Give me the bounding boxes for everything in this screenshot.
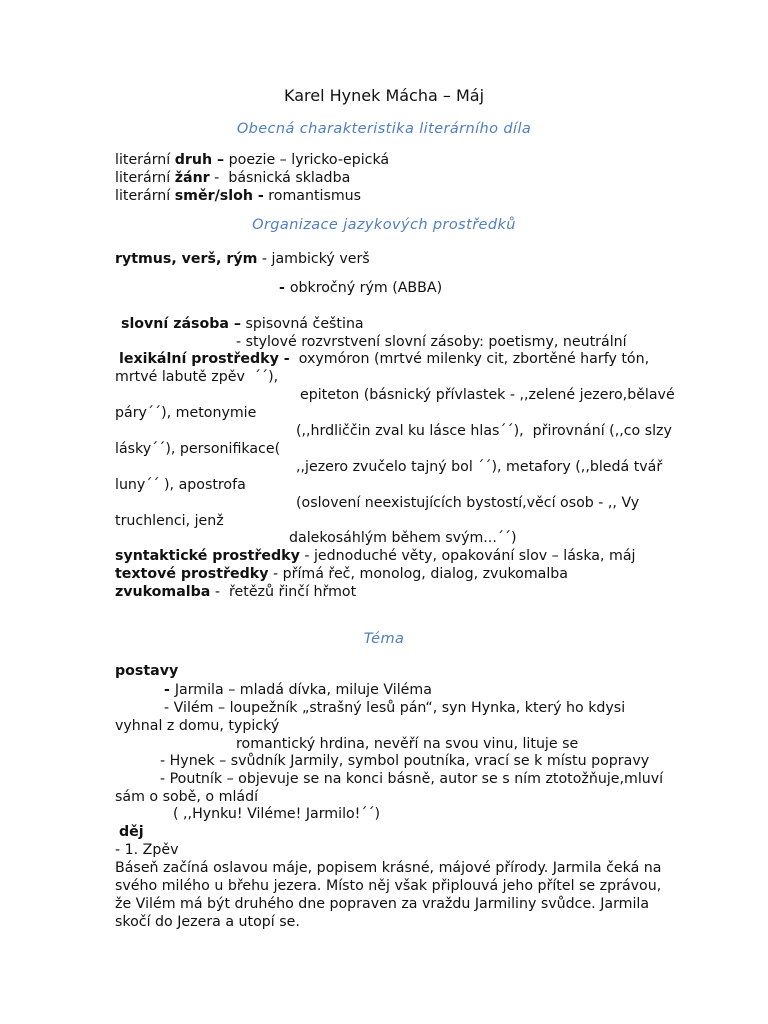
label: literární bbox=[115, 188, 175, 204]
line-lex-4: páry´´), metonymie bbox=[115, 405, 257, 421]
term: zvukomalba bbox=[115, 584, 211, 600]
line-vilem: - Vilém – loupežník „strašný lesů pán“, syn Hynka, který ho kdysi bbox=[164, 700, 626, 716]
value: - jambický verš bbox=[257, 251, 370, 267]
paragraph-line-2: svého milého u břehu jezera. Místo něj však připlouvá jeho přítel se zprávou, bbox=[115, 878, 662, 894]
document-title: Karel Hynek Mácha – Máj bbox=[283, 86, 485, 105]
line-zasoba bbox=[121, 315, 364, 333]
paragraph-line-4: skočí do Jezera a utopí se. bbox=[115, 914, 300, 930]
line-lexikalni bbox=[119, 350, 649, 368]
value: obkročný rým (ABBA) bbox=[289, 280, 443, 296]
line-vilem-3: romantický hrdina, nevěří na svou vinu, lituje se bbox=[236, 736, 579, 752]
line-lex-3: epiteton (básnický přívlastek - ,,zelené jezero,bělavé bbox=[300, 387, 675, 403]
dash: - bbox=[164, 682, 175, 698]
label: literární bbox=[115, 170, 175, 186]
line-lex-11: dalekosáhlým během svým...´´) bbox=[289, 530, 517, 546]
line-rytmus bbox=[115, 250, 370, 268]
line-druh bbox=[115, 151, 389, 169]
line-poutnik: - Poutník – objevuje se na konci básně, autor se s ním ztotožňuje,mluví bbox=[160, 771, 664, 787]
line-zpev: - 1. Zpěv bbox=[115, 842, 179, 858]
term: rytmus, verš, rým bbox=[115, 251, 258, 267]
value: - jednoduché věty, opakování slov – láska, máj bbox=[299, 548, 636, 564]
term: lexikální prostředky - bbox=[119, 351, 290, 367]
line-lex-5: (,,hrdliččin zval ku lásce hlas´´), přirovnání (,,co slzy bbox=[296, 423, 672, 439]
line-poutnik-2: sám o sobě, o mládí bbox=[115, 789, 259, 805]
line-lex-6: lásky´´), personifikace( bbox=[115, 441, 281, 457]
term: slovní zásoba – bbox=[121, 316, 241, 332]
dash: - bbox=[279, 280, 290, 296]
term: postavy bbox=[115, 663, 179, 679]
section-heading-general: Obecná charakteristika literárního díla bbox=[236, 121, 532, 137]
line-jarmila bbox=[164, 681, 432, 699]
label-bold: druh – bbox=[174, 152, 225, 168]
line-lex-9: (oslovení neexistujících bystostí,věcí osob - ,, Vy bbox=[296, 495, 640, 511]
line-zvukomalba bbox=[115, 583, 356, 601]
line-hynek: - Hynek – svůdník Jarmily, symbol poutníka, vrací se k místu popravy bbox=[160, 753, 650, 769]
term: syntaktické prostředky bbox=[115, 548, 300, 564]
term: textové prostředky bbox=[115, 566, 269, 582]
label-bold: směr/sloh - bbox=[174, 188, 264, 204]
line-lex-2: mrtvé labutě zpěv ´´), bbox=[115, 369, 279, 385]
value: spisovná čeština bbox=[241, 316, 364, 332]
value: - básnická skladba bbox=[209, 170, 351, 186]
line-postavy bbox=[115, 662, 178, 680]
value: - řetězů řinčí hřmot bbox=[210, 584, 357, 600]
paragraph-line-3: že Vilém má být druhého dne popraven za vraždu Jarmiliny svůdce. Jarmila bbox=[115, 896, 650, 912]
line-vilem-2: vyhnal z domu, typický bbox=[115, 718, 280, 734]
value: poezie – lyricko-epická bbox=[224, 152, 390, 168]
value: oxymóron (mrtvé milenky cit, zbortěné harfy tón, bbox=[289, 351, 650, 367]
paragraph-line-1: Báseň začíná oslavou máje, popisem krásné, májové přírody. Jarmila čeká na bbox=[115, 860, 662, 876]
label: literární bbox=[115, 152, 175, 168]
line-lex-8: luny´´ ), apostrofa bbox=[115, 477, 246, 493]
line-syntakticke bbox=[115, 547, 635, 565]
section-heading-language: Organizace jazykových prostředků bbox=[252, 217, 516, 233]
line-dej bbox=[119, 823, 144, 841]
line-lex-7: ,,jezero zvučelo tajný bol ´´), metafory (,,bledá tvář bbox=[296, 459, 663, 475]
section-heading-theme: Téma bbox=[363, 631, 405, 647]
value: romantismus bbox=[263, 188, 362, 204]
label-bold: žánr bbox=[174, 170, 210, 186]
line-smer bbox=[115, 187, 361, 205]
line-quote: ( ,,Hynku! Viléme! Jarmilo!´´) bbox=[173, 806, 381, 822]
value: Jarmila – mladá dívka, miluje Viléma bbox=[174, 682, 432, 698]
line-zasoba-2: - stylové rozvrstvení slovní zásoby: poetismy, neutrální bbox=[236, 334, 627, 350]
value: - přímá řeč, monolog, dialog, zvukomalba bbox=[268, 566, 568, 582]
line-zanr bbox=[115, 169, 350, 187]
line-textove bbox=[115, 565, 568, 583]
term: děj bbox=[119, 824, 144, 840]
line-rym bbox=[279, 279, 442, 297]
line-lex-10: truchlenci, jenž bbox=[115, 513, 224, 529]
